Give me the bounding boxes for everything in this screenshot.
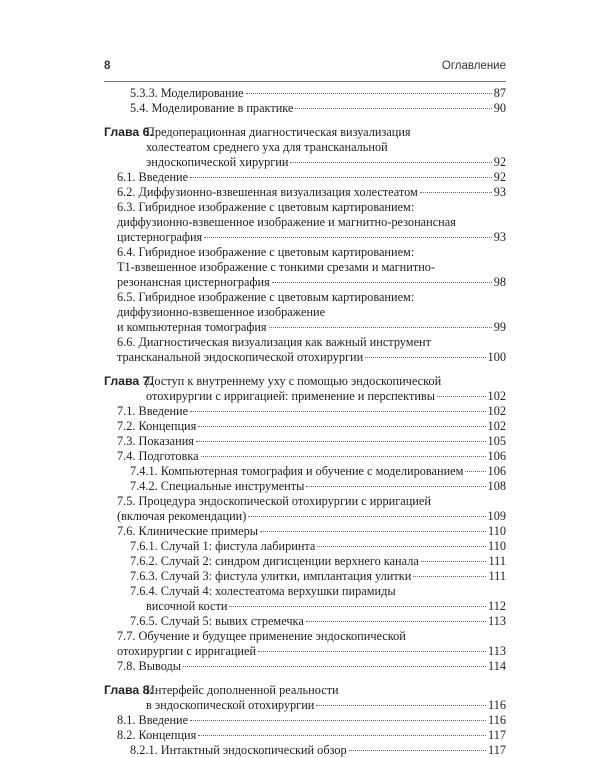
chapter-8-heading[interactable] (104, 683, 506, 698)
dot-leader (306, 620, 486, 622)
toc-entry-text: 7.6.1. Случай 1: фистула лабиринта (130, 539, 316, 553)
toc-entry-6-4[interactable] (104, 245, 506, 260)
dot-leader (272, 281, 492, 283)
toc-entry-5-3-3[interactable] (104, 86, 506, 101)
dot-leader (413, 575, 486, 577)
toc-entry-6-5-continuation (104, 305, 506, 320)
toc-entry-7-7[interactable] (104, 629, 506, 644)
chapter-8-label: Глава 8. (104, 683, 153, 697)
toc-page-number: 93 (493, 230, 506, 244)
chapter-6-title-line: холестеатом среднего уха для трансканальной (146, 140, 388, 154)
toc-entry-7-6-1[interactable] (104, 539, 506, 554)
toc-page-number: 100 (487, 350, 506, 364)
toc-entry-text: височной кости (146, 599, 228, 613)
toc-page-number: 90 (493, 101, 506, 115)
chapter-8-title-line: в эндоскопической отохирургии (146, 698, 315, 712)
toc-page-number: 102 (487, 419, 506, 433)
dot-leader (246, 92, 492, 94)
dot-leader (198, 425, 485, 427)
chapter-6-title-continuation (104, 140, 506, 155)
toc-entry-6-1[interactable] (104, 170, 506, 185)
chapter-7-label: Глава 7. (104, 374, 153, 388)
chapter-7-title-line: Доступ к внутреннему уху с помощью эндоскопической (146, 374, 442, 388)
toc-entry-6-2[interactable] (104, 185, 506, 200)
toc-page-number: 102 (487, 404, 506, 418)
toc-entry-text: 6.6. Диагностическая визуализация как важный инструмент (117, 335, 431, 349)
toc-entry-text: 7.6.3. Случай 3: фистула улитки, имплантация улитки (130, 569, 412, 583)
chapter-6-heading[interactable] (104, 125, 506, 140)
toc-entry-text: 6.5. Гибридное изображение с цветовым картированием: (117, 290, 415, 304)
toc-entry-7-6-5[interactable] (104, 614, 506, 629)
chapter-7-title-last[interactable] (104, 389, 506, 404)
dot-leader (201, 455, 486, 457)
toc-entry-text: 8.1. Введение (117, 713, 189, 727)
toc-page-number: 112 (488, 599, 506, 613)
toc-entry-5-4[interactable] (104, 101, 506, 116)
toc-entry-text: 6.3. Гибридное изображение с цветовым картированием: (117, 200, 415, 214)
toc-page-number: 98 (493, 275, 506, 289)
toc-entry-text: 7.2. Концепция (117, 419, 197, 433)
toc-page-number: 102 (487, 389, 506, 403)
toc-page-number: 105 (487, 434, 506, 448)
dot-leader (229, 605, 486, 607)
dot-leader (190, 176, 492, 178)
toc-entry-text: 7.4.2. Специальные инструменты (130, 479, 305, 493)
toc-page-number: 111 (488, 569, 506, 583)
toc-page-number: 109 (487, 509, 506, 523)
toc-page-number: 108 (487, 479, 506, 493)
toc-entry-text: 7.3. Показания (117, 434, 194, 448)
toc-entry-6-5-last[interactable] (104, 320, 506, 335)
dot-leader (295, 107, 491, 109)
toc-entry-text: 8.2.1. Интактный эндоскопический обзор (130, 743, 347, 757)
toc-page-number: 117 (488, 728, 506, 742)
toc-entry-8-1[interactable] (104, 713, 506, 728)
toc-page-number: 113 (488, 614, 506, 628)
toc-entry-7-6-2[interactable] (104, 554, 506, 569)
toc-entry-text: 7.4. Подготовка (117, 449, 199, 463)
toc-entry-text: 6.1. Введение (117, 170, 189, 184)
header-rule (104, 81, 506, 82)
spacer (104, 116, 506, 125)
toc-entry-7-1[interactable] (104, 404, 506, 419)
toc-entry-text: диффузионно-взвешенное изображение (117, 305, 326, 319)
dot-leader (437, 395, 486, 397)
toc-entry-7-7-last[interactable] (104, 644, 506, 659)
toc-entry-text: резонансная цистернография (117, 275, 270, 289)
toc-page-number: 116 (488, 698, 506, 712)
chapter-6-title-line: эндоскопической хирургии (146, 155, 289, 169)
toc-page-number: 114 (488, 659, 506, 673)
dot-leader (198, 734, 486, 736)
dot-leader (421, 560, 487, 562)
toc-page-number: 106 (487, 449, 506, 463)
toc-entry-text: 8.2. Концепция (117, 728, 197, 742)
page-number: 8 (104, 60, 111, 72)
chapter-6-label: Глава 6. (104, 125, 153, 139)
toc-entry-7-8[interactable] (104, 659, 506, 674)
dot-leader (204, 236, 492, 238)
chapter-8-title-last[interactable] (104, 698, 506, 713)
toc-page-number: 111 (488, 554, 506, 568)
toc-entry-6-4-continuation (104, 260, 506, 275)
toc-entry-text: 6.2. Диффузионно-взвешенная визуализация холестеатом (117, 185, 418, 199)
toc-entry-7-5-last[interactable] (104, 509, 506, 524)
toc-entry-text: и компьютерная томография (117, 320, 267, 334)
toc-entry-6-3-continuation (104, 215, 506, 230)
toc-entry-text: 6.4. Гибридное изображение с цветовым картированием: (117, 245, 415, 259)
chapter-8-title-line: Интерфейс дополненной реальности (146, 683, 339, 697)
dot-leader (248, 515, 485, 517)
dot-leader (196, 440, 486, 442)
toc-page-number: 87 (493, 86, 506, 100)
toc-page-number: 117 (488, 743, 506, 757)
toc-entry-7-6-4[interactable] (104, 584, 506, 599)
dot-leader (290, 161, 491, 163)
toc-entry-text: трансканальной эндоскопической отохирургии (117, 350, 364, 364)
toc-entry-6-3[interactable] (104, 200, 506, 215)
toc-page-number: 92 (493, 155, 506, 169)
toc-entry-7-3[interactable] (104, 434, 506, 449)
toc-page-number: 106 (487, 464, 506, 478)
dot-leader (365, 356, 485, 358)
dot-leader (183, 665, 486, 667)
page-header (104, 60, 506, 77)
toc-entry-7-6-3[interactable] (104, 569, 506, 584)
toc-page-number: 110 (488, 524, 506, 538)
table-of-contents (104, 86, 506, 758)
toc-entry-7-4-2[interactable] (104, 479, 506, 494)
toc-page-number: 113 (488, 644, 506, 658)
toc-entry-7-6-4-last[interactable] (104, 599, 506, 614)
toc-entry-6-5[interactable] (104, 290, 506, 305)
dot-leader (317, 545, 486, 547)
toc-entry-7-2[interactable] (104, 419, 506, 434)
toc-page-number: 99 (493, 320, 506, 334)
dot-leader (260, 530, 486, 532)
toc-entry-text: 7.6.4. Случай 4: холестеатома верхушки пирамиды (130, 584, 396, 598)
toc-entry-text: 7.8. Выводы (117, 659, 182, 673)
toc-entry-text: 7.6.5. Случай 5: вывих стремечка (130, 614, 304, 628)
chapter-6-title-last[interactable] (104, 155, 506, 170)
toc-entry-text: цистернография (117, 230, 203, 244)
toc-entry-text: диффузионно-взвешенное изображение и магнитно-резонансная (117, 215, 456, 229)
chapter-6-title-line: Предоперационная диагностическая визуализация (146, 125, 411, 139)
dot-leader (258, 650, 486, 652)
toc-page-number: 110 (488, 539, 506, 553)
toc-entry-text: (включая рекомендации) (117, 509, 247, 523)
toc-entry-text: 7.1. Введение (117, 404, 189, 418)
toc-entry-7-4[interactable] (104, 449, 506, 464)
toc-entry-text: 7.4.1. Компьютерная томография и обучение с моделированием (130, 464, 464, 478)
toc-entry-text: 7.5. Процедура эндоскопической отохирургии с ирригацией (117, 494, 431, 508)
toc-entry-6-4-last[interactable] (104, 275, 506, 290)
toc-entry-6-6[interactable] (104, 335, 506, 350)
toc-entry-text: Т1-взвешенное изображение с тонкими срезами и магнитно- (117, 260, 436, 274)
toc-entry-7-4-1[interactable] (104, 464, 506, 479)
dot-leader (316, 704, 486, 706)
toc-entry-text: 7.7. Обучение и будущее применение эндоскопической (117, 629, 406, 643)
dot-leader (190, 719, 486, 721)
dot-leader (190, 410, 485, 412)
toc-entry-7-6[interactable] (104, 524, 506, 539)
toc-entry-text: 5.4. Моделирование в практике (130, 101, 294, 115)
toc-entry-text: отохирургии с ирригацией (117, 644, 257, 658)
chapter-7-heading[interactable] (104, 374, 506, 389)
chapter-7-title-line: отохирургии с ирригацией: применение и перспективы (146, 389, 435, 403)
dot-leader (269, 326, 492, 328)
toc-entry-7-5[interactable] (104, 494, 506, 509)
spacer (104, 365, 506, 374)
spacer (104, 674, 506, 683)
toc-page-number: 93 (493, 185, 506, 199)
toc-entry-text: 5.3.3. Моделирование (130, 86, 244, 100)
dot-leader (465, 470, 485, 472)
toc-entry-8-2[interactable] (104, 728, 506, 743)
toc-entry-6-3-last[interactable] (104, 230, 506, 245)
toc-page-number: 92 (493, 170, 506, 184)
toc-entry-8-2-1[interactable] (104, 743, 506, 758)
dot-leader (349, 749, 486, 751)
toc-entry-6-6-last[interactable] (104, 350, 506, 365)
running-title: Оглавление (441, 60, 506, 72)
dot-leader (420, 191, 492, 193)
toc-entry-text: 7.6. Клинические примеры (117, 524, 259, 538)
toc-entry-text: 7.6.2. Случай 2: синдром дигисценции верхнего канала (130, 554, 419, 568)
dot-leader (306, 485, 485, 487)
toc-page-number: 116 (488, 713, 506, 727)
